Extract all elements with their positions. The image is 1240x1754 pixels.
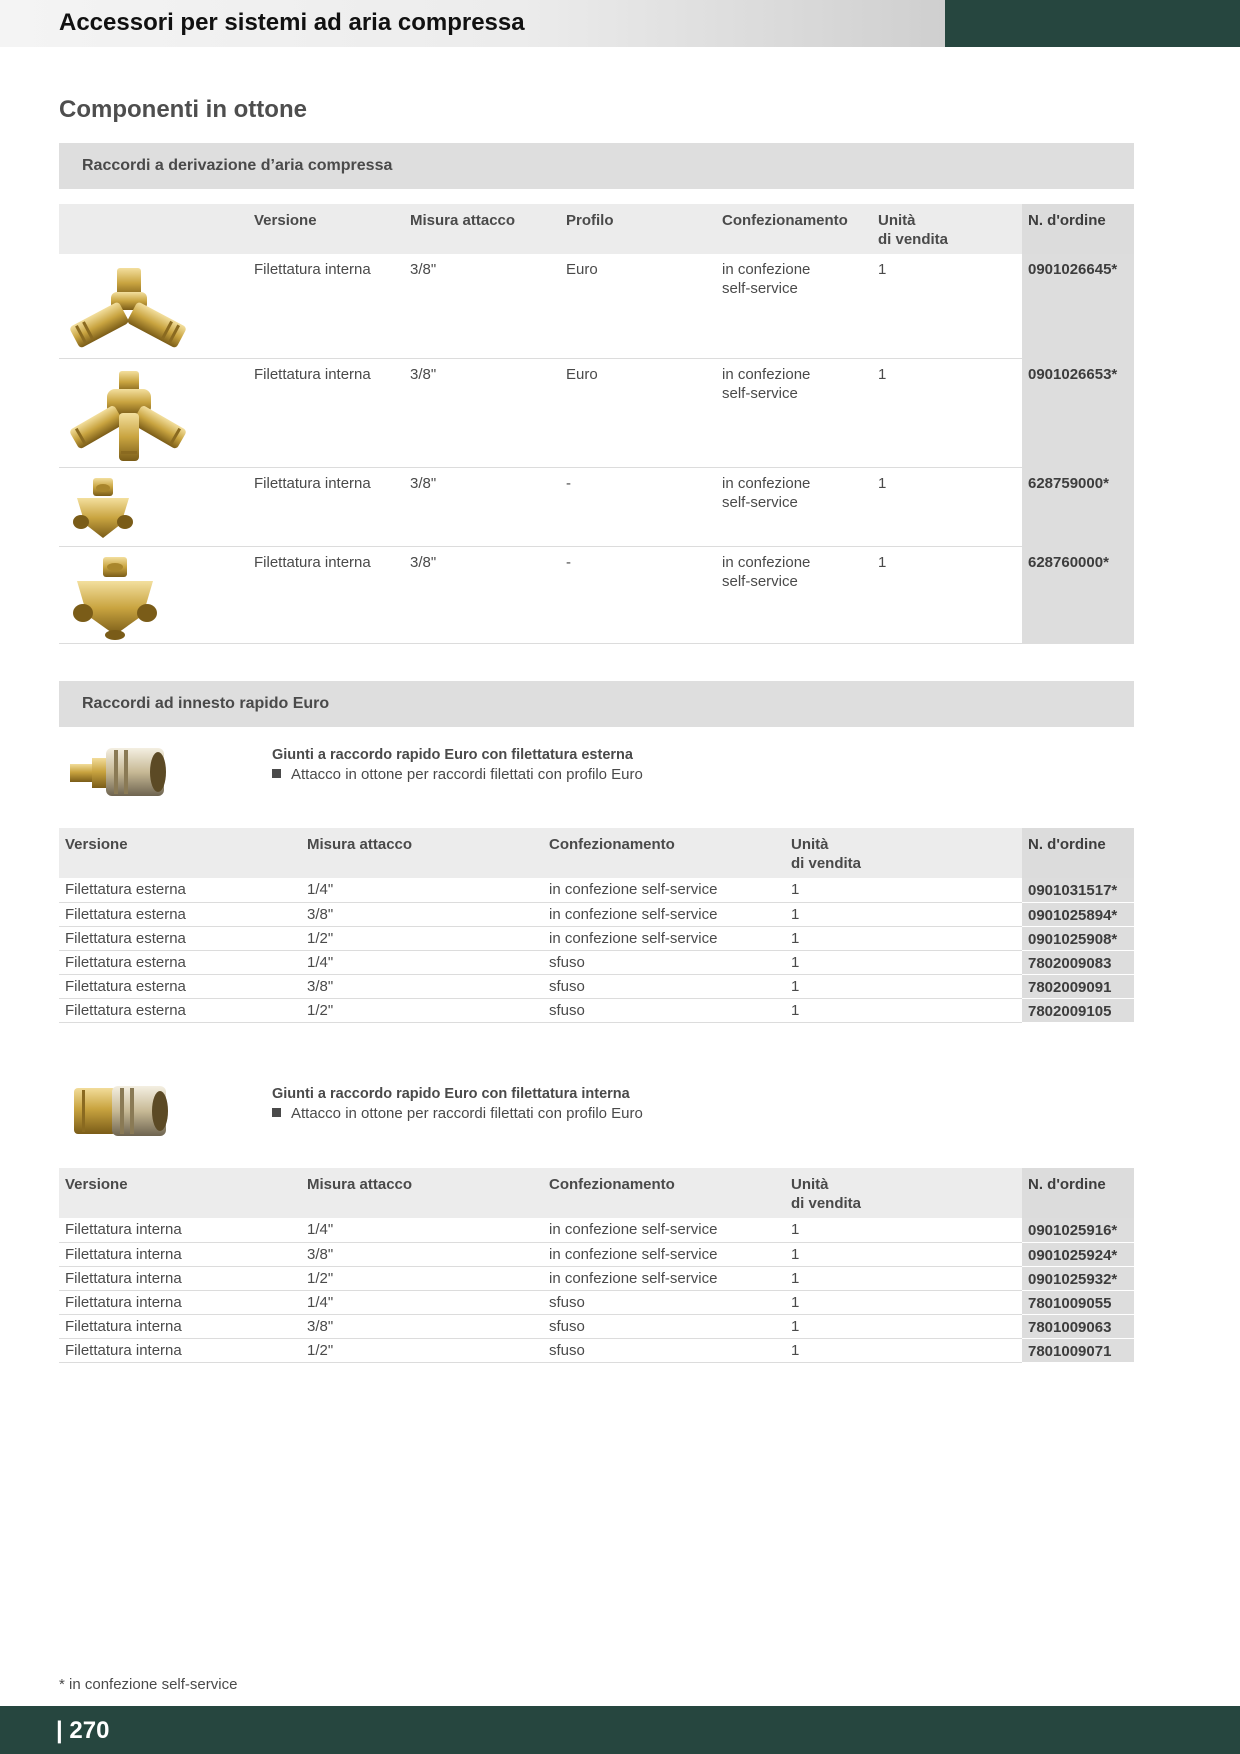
cell-ordine: 7802009083 [1022,950,1134,974]
cell-versione: Filettatura interna [59,1266,301,1290]
cell-ordine: 0901025932* [1022,1266,1134,1290]
cell-profilo: - [560,468,716,547]
cell-misura: 3/8" [301,1314,543,1338]
col-versione: Versione [59,1168,301,1218]
external-table [59,828,1134,1023]
table-row [59,974,1134,998]
col-misura: Misura attacco [301,828,543,878]
cell-unita: 1 [785,950,1022,974]
cell-unita: 1 [785,1314,1022,1338]
cell-confezionamento: sfuso [543,998,785,1022]
table-row [59,926,1134,950]
feature-internal [272,1085,643,1123]
cell-unita: 1 [872,547,1022,644]
internal-table [59,1168,1134,1363]
header-green-block [945,0,1240,47]
table-row [59,1338,1134,1362]
cell-misura: 3/8" [301,974,543,998]
cell-unita: 1 [785,926,1022,950]
table-row [59,1290,1134,1314]
table-row [59,359,1134,468]
cell-versione: Filettatura esterna [59,902,301,926]
cell-confezionamento: in confezione self-service [543,1242,785,1266]
cell-misura: 3/8" [404,359,560,468]
cell-versione: Filettatura esterna [59,878,301,902]
feature-external-title: Giunti a raccordo rapido Euro con filettatura esterna [272,747,633,763]
cell-versione: Filettatura esterna [59,926,301,950]
derivation-heading: Raccordi a derivazione d’aria compressa [59,143,1134,189]
cell-versione: Filettatura interna [59,1242,301,1266]
product-image-cell [59,547,248,644]
col-ordine: N. d'ordine [1022,204,1134,254]
cell-confezionamento: in confezione self-service [543,902,785,926]
section-title: Componenti in ottone [59,96,307,123]
table-row [59,998,1134,1022]
coupling-external-image [62,740,182,804]
twin-y-coupling-image [63,262,193,358]
col-image [59,204,248,254]
cell-versione: Filettatura esterna [59,974,301,998]
triple-y-coupling-image [63,367,193,467]
cell-versione: Filettatura interna [59,1338,301,1362]
cell-unita: 1 [872,254,1022,359]
col-unita: Unità di vendita [785,828,1022,878]
cell-ordine: 7802009105 [1022,998,1134,1022]
header-bar [0,0,1240,47]
cell-confezionamento: sfuso [543,1290,785,1314]
cell-unita: 1 [785,1266,1022,1290]
cell-misura: 3/8" [301,902,543,926]
cell-ordine: 0901025916* [1022,1218,1134,1242]
product-image-cell [59,254,248,359]
cell-ordine: 7801009055 [1022,1290,1134,1314]
cell-ordine: 7802009091 [1022,974,1134,998]
table-row [59,902,1134,926]
table-row [59,1242,1134,1266]
cell-confezionamento: sfuso [543,974,785,998]
cell-ordine: 628760000* [1022,547,1134,644]
product-image-cell [59,359,248,468]
table-row [59,254,1134,359]
cell-misura: 1/2" [301,1338,543,1362]
cell-versione: Filettatura interna [59,1218,301,1242]
cell-versione: Filettatura esterna [59,998,301,1022]
cell-misura: 1/2" [301,926,543,950]
table-row [59,547,1134,644]
cell-unita: 1 [785,974,1022,998]
cell-confezionamento: in confezione self-service [716,547,872,644]
col-misura: Misura attacco [404,204,560,254]
page-number: | 270 [56,1717,110,1744]
cell-ordine: 628759000* [1022,468,1134,547]
derivation-table [59,204,1134,644]
cell-misura: 3/8" [404,254,560,359]
cell-misura: 1/4" [301,950,543,974]
cell-ordine: 7801009071 [1022,1338,1134,1362]
cell-ordine: 7801009063 [1022,1314,1134,1338]
feature-internal-title: Giunti a raccordo rapido Euro con filettatura interna [272,1086,630,1102]
cell-unita: 1 [872,359,1022,468]
cell-misura: 1/4" [301,878,543,902]
table-row [59,950,1134,974]
cell-unita: 1 [785,878,1022,902]
cell-unita: 1 [785,998,1022,1022]
cell-ordine: 0901025894* [1022,902,1134,926]
col-confezionamento: Confezionamento [716,204,872,254]
cell-misura: 3/8" [404,468,560,547]
col-misura: Misura attacco [301,1168,543,1218]
cell-versione: Filettatura interna [59,1314,301,1338]
euro-heading: Raccordi ad innesto rapido Euro [59,681,1134,727]
cell-versione: Filettatura interna [248,254,404,359]
cell-misura: 3/8" [404,547,560,644]
coupling-internal-image [62,1078,182,1144]
cell-confezionamento: sfuso [543,1338,785,1362]
product-image-cell [59,468,248,547]
cell-ordine: 0901025924* [1022,1242,1134,1266]
col-profilo: Profilo [560,204,716,254]
cell-confezionamento: in confezione self-service [543,1218,785,1242]
y-distributor-large-image [63,555,167,643]
cell-versione: Filettatura interna [248,359,404,468]
col-unita: Unità di vendita [785,1168,1022,1218]
cell-unita: 1 [872,468,1022,547]
cell-confezionamento: in confezione self-service [716,468,872,547]
cell-profilo: Euro [560,254,716,359]
feature-external-bullet: Attacco in ottone per raccordi filettati con profilo Euro [272,765,643,784]
cell-confezionamento: in confezione self-service [543,926,785,950]
cell-ordine: 0901025908* [1022,926,1134,950]
table-row [59,468,1134,547]
cell-confezionamento: sfuso [543,1314,785,1338]
col-versione: Versione [248,204,404,254]
cell-ordine: 0901031517* [1022,878,1134,902]
cell-confezionamento: in confezione self-service [543,1266,785,1290]
table-row [59,878,1134,902]
cell-unita: 1 [785,1290,1022,1314]
cell-confezionamento: in confezione self-service [716,359,872,468]
cell-misura: 1/4" [301,1218,543,1242]
cell-misura: 1/2" [301,1266,543,1290]
table-row [59,1314,1134,1338]
footer-bar [0,1706,1240,1754]
cell-versione: Filettatura interna [248,547,404,644]
footnote: * in confezione self-service [59,1676,238,1693]
col-ordine: N. d'ordine [1022,828,1134,878]
cell-unita: 1 [785,1218,1022,1242]
cell-profilo: - [560,547,716,644]
cell-confezionamento: sfuso [543,950,785,974]
feature-internal-bullet: Attacco in ottone per raccordi filettati con profilo Euro [272,1104,643,1123]
y-distributor-small-image [63,476,143,546]
col-confezionamento: Confezionamento [543,828,785,878]
col-confezionamento: Confezionamento [543,1168,785,1218]
page-header-title: Accessori per sistemi ad aria compressa [59,9,525,36]
cell-versione: Filettatura interna [59,1290,301,1314]
cell-ordine: 0901026653* [1022,359,1134,468]
cell-misura: 3/8" [301,1242,543,1266]
cell-versione: Filettatura interna [248,468,404,547]
cell-confezionamento: in confezione self-service [543,878,785,902]
table-row [59,1218,1134,1242]
table-row [59,1266,1134,1290]
cell-unita: 1 [785,902,1022,926]
cell-misura: 1/4" [301,1290,543,1314]
cell-confezionamento: in confezione self-service [716,254,872,359]
cell-misura: 1/2" [301,998,543,1022]
col-versione: Versione [59,828,301,878]
cell-versione: Filettatura esterna [59,950,301,974]
col-unita: Unità di vendita [872,204,1022,254]
cell-unita: 1 [785,1338,1022,1362]
cell-unita: 1 [785,1242,1022,1266]
cell-ordine: 0901026645* [1022,254,1134,359]
col-ordine: N. d'ordine [1022,1168,1134,1218]
feature-external [272,746,643,784]
cell-profilo: Euro [560,359,716,468]
